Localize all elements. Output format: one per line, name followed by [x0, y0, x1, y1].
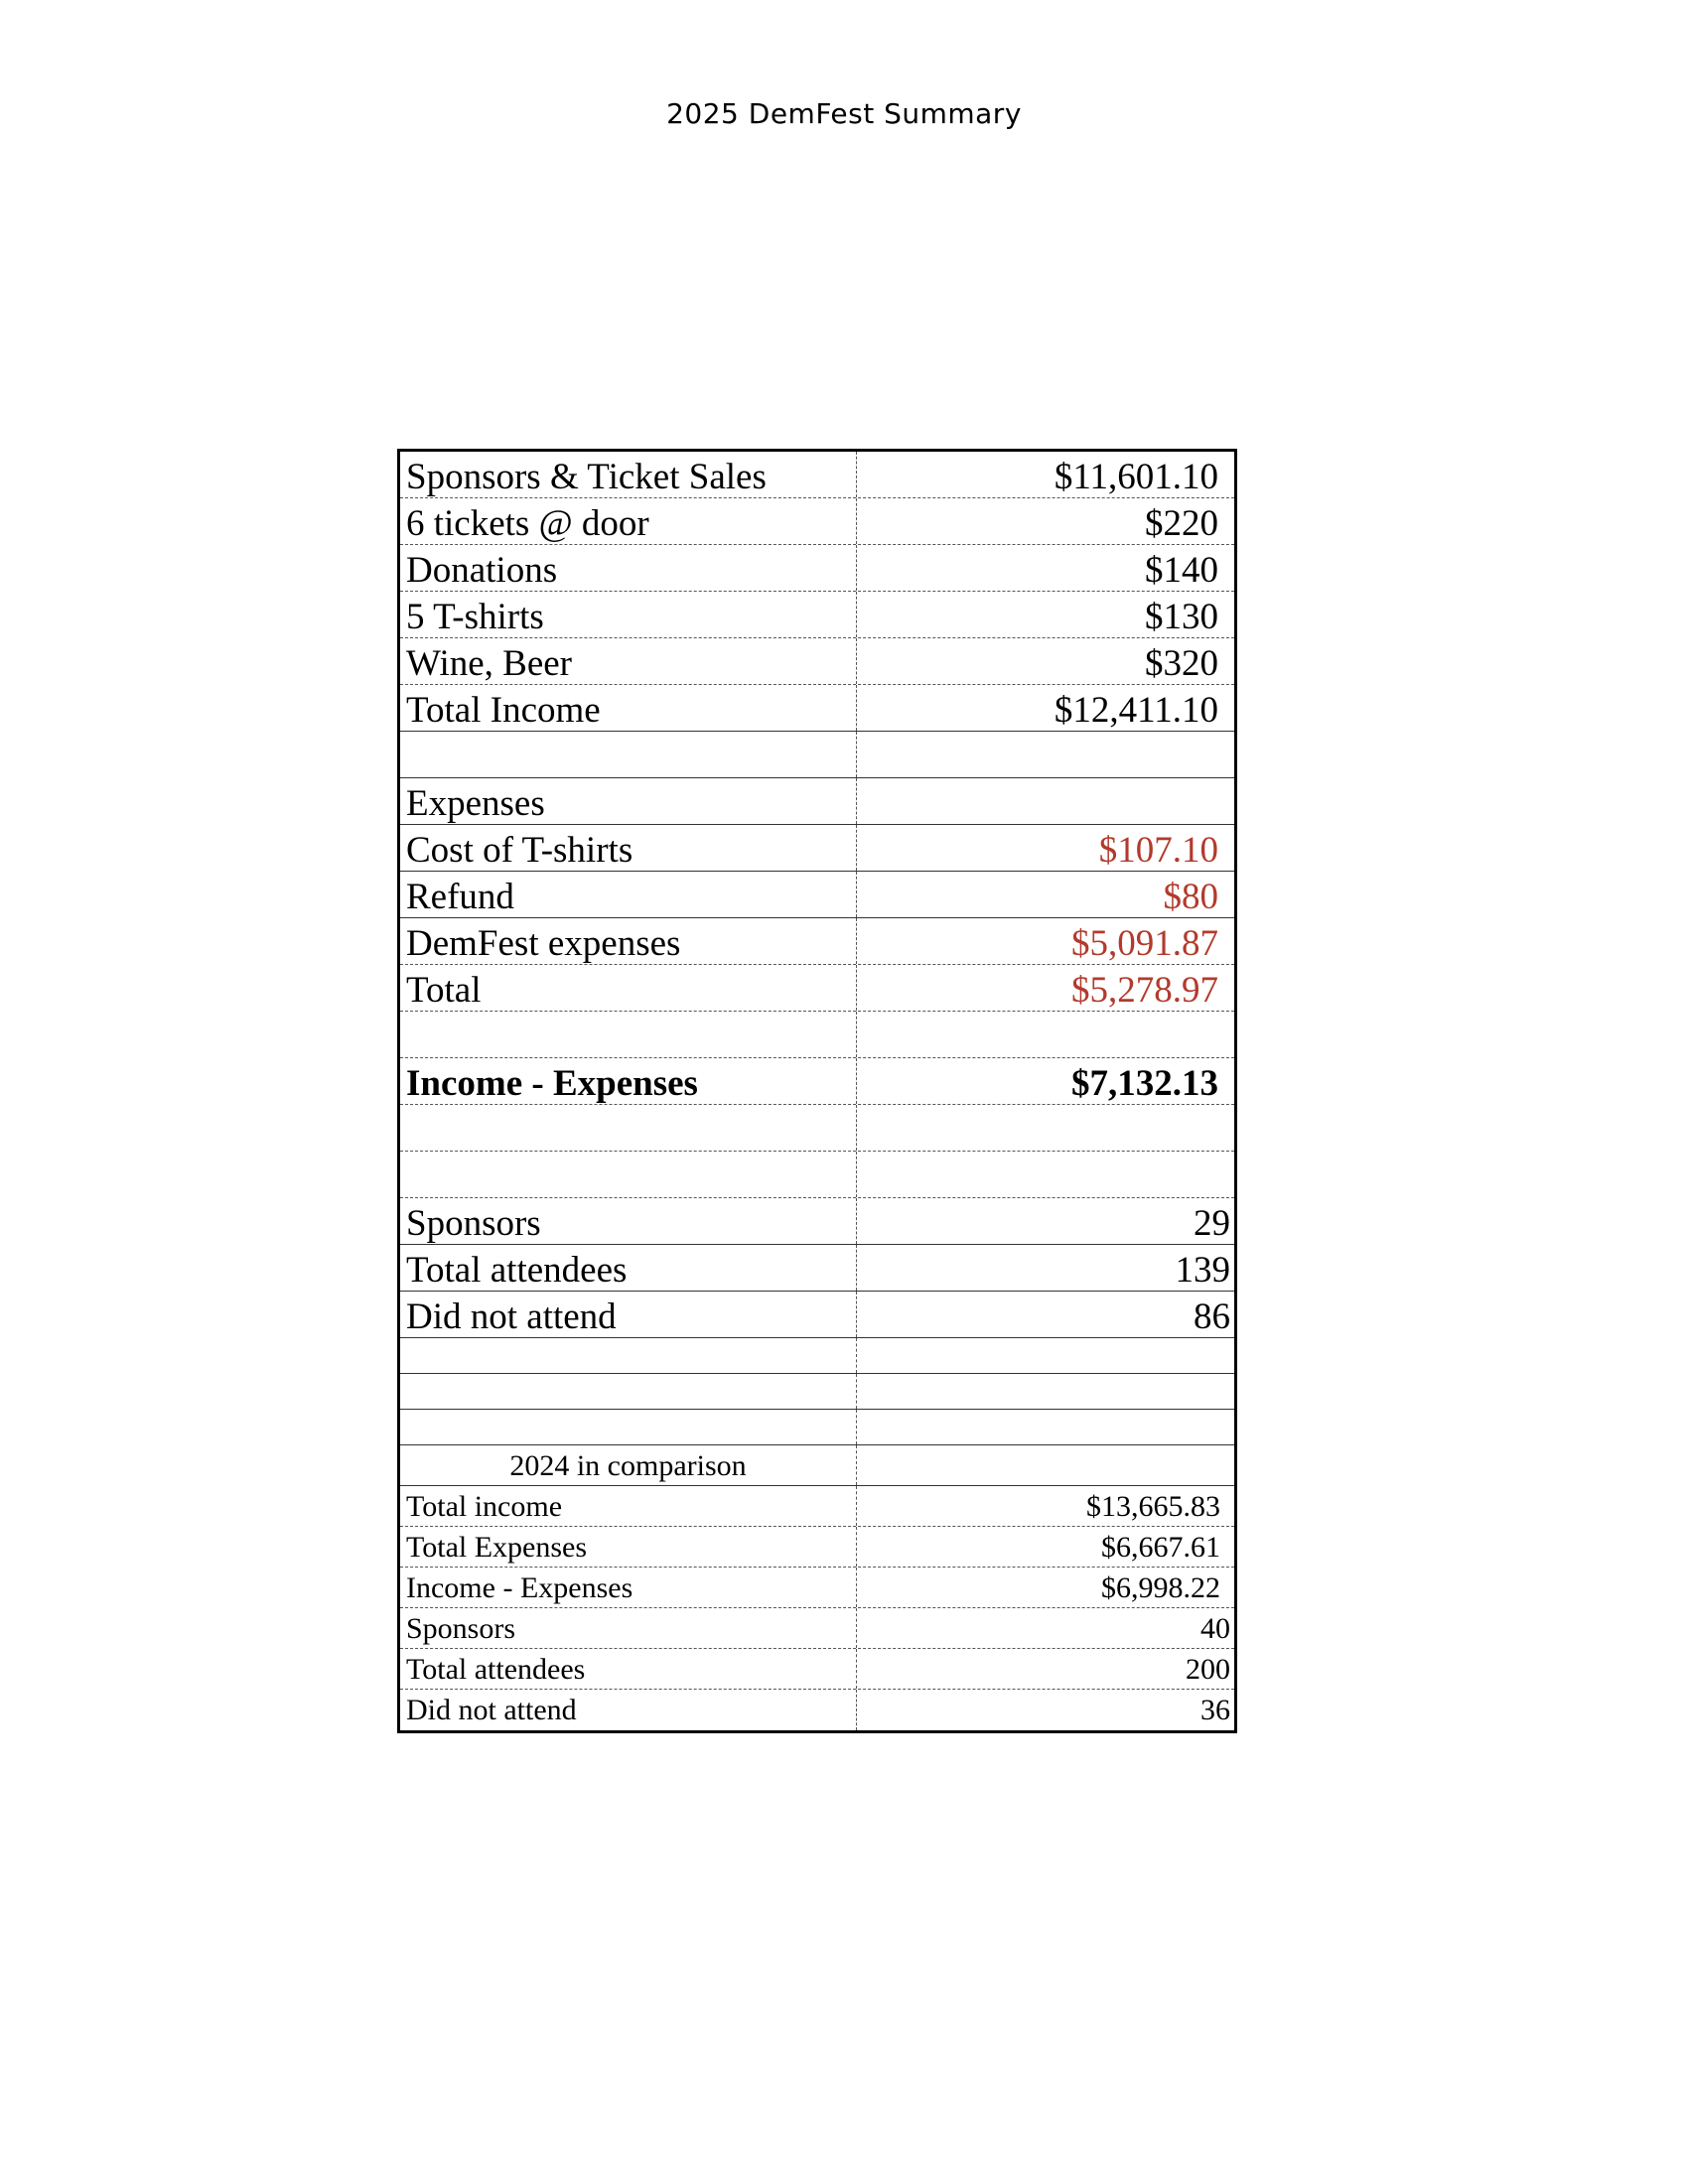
table-row — [400, 1690, 1234, 1730]
table-row — [400, 1608, 1234, 1649]
expenses-heading: Expenses — [400, 778, 857, 824]
row-label: Did not attend — [400, 1690, 857, 1730]
table-row — [400, 498, 1234, 545]
row-label: Refund — [400, 872, 857, 917]
comparison-heading: 2024 in comparison — [400, 1445, 857, 1485]
expenses-heading-row — [400, 778, 1234, 825]
table-row — [400, 1292, 1234, 1338]
row-value: 86 — [1194, 1297, 1230, 1337]
table-row — [400, 1245, 1234, 1292]
table-row — [400, 638, 1234, 685]
table-row — [400, 872, 1234, 918]
row-value: $13,665.83 — [1086, 1490, 1220, 1523]
table-row — [400, 1486, 1234, 1527]
row-value: $6,667.61 — [1101, 1531, 1220, 1564]
empty-row — [400, 1338, 1234, 1374]
page-title: 2025 DemFest Summary — [666, 97, 1022, 130]
expense-value: $5,091.87 — [1071, 923, 1218, 964]
row-value: $320 — [1145, 643, 1218, 684]
comparison-heading-row — [400, 1445, 1234, 1486]
expense-value: $80 — [1163, 877, 1218, 917]
net-label: Income - Expenses — [400, 1058, 857, 1104]
row-label: Total Expenses — [400, 1527, 857, 1567]
empty-row — [400, 1012, 1234, 1058]
net-row — [400, 1058, 1234, 1105]
table-row — [400, 545, 1234, 592]
row-value: $220 — [1145, 503, 1218, 544]
empty-row — [400, 1105, 1234, 1152]
empty-row — [400, 1152, 1234, 1198]
row-value: $140 — [1145, 550, 1218, 591]
row-label: Sponsors & Ticket Sales — [400, 452, 857, 497]
table-row — [400, 1568, 1234, 1608]
row-label: Sponsors — [400, 1608, 857, 1648]
row-label: Did not attend — [400, 1292, 857, 1337]
row-value: 139 — [1175, 1250, 1230, 1291]
row-label: DemFest expenses — [400, 918, 857, 964]
summary-table — [397, 449, 1237, 1733]
table-row — [400, 1649, 1234, 1690]
row-value: 36 — [1200, 1694, 1230, 1726]
net-value: $7,132.13 — [1071, 1063, 1218, 1104]
row-label: Total attendees — [400, 1245, 857, 1291]
table-row — [400, 1198, 1234, 1245]
table-row — [400, 825, 1234, 872]
row-value: 40 — [1200, 1612, 1230, 1645]
expense-value: $107.10 — [1098, 830, 1218, 871]
table-row — [400, 918, 1234, 965]
empty-row — [400, 1374, 1234, 1410]
total-expenses-row — [400, 965, 1234, 1012]
row-value: $6,998.22 — [1101, 1571, 1220, 1604]
row-label: Cost of T-shirts — [400, 825, 857, 871]
row-label: Income - Expenses — [400, 1568, 857, 1607]
total-income-row — [400, 685, 1234, 732]
row-value: $11,601.10 — [1054, 457, 1218, 497]
row-value: 200 — [1186, 1653, 1230, 1686]
table-row — [400, 1527, 1234, 1568]
row-value: 29 — [1194, 1203, 1230, 1244]
row-label: Sponsors — [400, 1198, 857, 1244]
total-income-value: $12,411.10 — [1054, 690, 1218, 731]
empty-row — [400, 1410, 1234, 1445]
row-label: 5 T-shirts — [400, 592, 857, 637]
total-expenses-value: $5,278.97 — [1071, 970, 1218, 1011]
row-label: Total income — [400, 1486, 857, 1526]
table-row — [400, 452, 1234, 498]
empty-row — [400, 732, 1234, 778]
row-label: Wine, Beer — [400, 638, 857, 684]
table-row — [400, 592, 1234, 638]
total-income-label: Total Income — [400, 685, 857, 731]
row-label: 6 tickets @ door — [400, 498, 857, 544]
row-label: Donations — [400, 545, 857, 591]
row-value: $130 — [1145, 597, 1218, 637]
total-expenses-label: Total — [400, 965, 857, 1011]
row-label: Total attendees — [400, 1649, 857, 1689]
